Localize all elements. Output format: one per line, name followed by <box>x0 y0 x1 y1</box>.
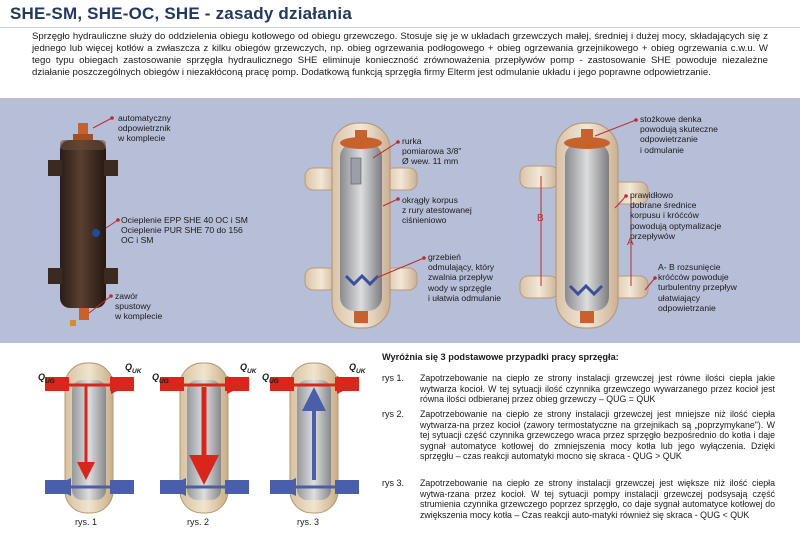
dimension-b-label: B <box>537 213 544 224</box>
dimension-a-label: A <box>627 237 634 248</box>
label-drain-valve: zawór spustowy w komplecie <box>115 291 163 322</box>
cutaway-coupler-image <box>305 123 417 328</box>
label-conical-bottoms: stożkowe denka powodują skuteczne odpowietrzanie i odmulanie <box>640 114 718 155</box>
insulation-shell <box>60 140 106 308</box>
figure-caption-2: rys. 2 <box>187 517 210 527</box>
intro-paragraph: Sprzęgło hydrauliczne służy do oddzielenia obiegu kotłowego od obiegu grzewczego. Stosuje się je w układach grzewczych małej, średniej i dużej mocy, składających się z jednego lub więcej kotłów a zwłaszcza z kilku obiegów grzewczych, np. obieg ogrzewania podłogowego + obieg ogrzewania grzejnikowego + obieg ogrzewania c.w.u. W tego typu obiegach zastosowanie sprzęgła hydraulicznego SHE eliminuje konieczność zrównoważenia przepływów pomp - zastosowanie SHE powoduje niezależne działanie poszczególnych obiegów i niezakłóconą pracę pomp. Dodatkową funkcją sprzęgła firmy Elterm jest odmulanie układu i jego poprawne odpowietrzanie. <box>32 31 768 79</box>
q-ug-label-2: $Q_{UG}$ <box>152 372 169 385</box>
label-proper-diameter: prawidłowo dobrane średnice korpusu i króćców powodują optymalizacje przepływów <box>630 190 722 241</box>
label-ab-spacing: A- B rozsunięcie króćców powoduje turbulentny przepływ ułatwiający odpowietrzanie <box>658 262 737 313</box>
case-number-2: rys 2. <box>382 409 405 419</box>
case-text-1: Zapotrzebowanie na ciepło ze strony instalacji grzewczej jest równe ilości ciepła jakie wytwarza kocioł. W tej sytuacji ilość czynnika grzewczego wywarzanego przez kocioł jest równa ilości odbieranej przez obieg grzewczy – QUG = QUK <box>420 373 775 404</box>
page-title: SHE-SM, SHE-OC, SHE - zasady działania <box>10 4 353 23</box>
technical-diagram-panel <box>0 98 800 343</box>
figure-rys-2 <box>160 363 249 513</box>
label-sludge-comb: grzebień odmulający, który zwalnia przepływ wody w sprzęgle i ułatwia odmulanie <box>428 252 502 303</box>
measuring-tube <box>351 158 361 184</box>
figure-rys-3 <box>270 363 359 513</box>
flow-figures <box>0 345 370 525</box>
q-uk-label-2: $Q_{UK}$ <box>240 362 257 375</box>
brand-badge <box>92 229 100 237</box>
label-insulation: Ocieplenie EPP SHE 40 OC i SM Ocieplenie PUR SHE 70 do 156 OC i SM <box>121 215 248 246</box>
label-automatic-vent: automatyczny odpowietrznik w komplecie <box>118 113 172 144</box>
figure-caption-3: rys. 3 <box>297 517 320 527</box>
case-text-3: Zapotrzebowanie na ciepło ze strony instalacji grzewczej jest większe niż ilość ciepła wytwa-rzana przez kocioł. W tej sytuacji pompy instalacji grzewczej podsysają część strumienia czynnika grzewczego poprzez sprzęgło, co daje sygnał automatyce kotłowej do zwiększenia mocy kotła – Czas reakcji auto-matyki również się skraca - QUG < QUK <box>420 478 775 520</box>
q-ug-label-1: $Q_{UG}$ <box>38 372 55 385</box>
figure-caption-1: rys. 1 <box>75 517 98 527</box>
insulated-coupler-image <box>48 123 118 326</box>
label-round-body: okrągły korpus z rury atestowanej ciśnieniowo <box>402 195 472 226</box>
case-text-2: Zapotrzebowanie na ciepło ze strony instalacji grzewczej jest mniejsze niż ilość ciepła wytwarza-na przez kocioł (zawory termostatyczne na grzejnikach są „poprzymykane"). W tej sytuacji część czynnika grzewczego wraca przez sprzęgło bezpośrednio do kotła i daje sygnał automatyce kotłowej do zmniejszenia mocy kotła lub jego wyłączenia. Dzięki sprzęgłu – czas reakcji automatyki mocno się skraca - QUG > QUK <box>420 409 775 461</box>
dimensioned-coupler-image <box>520 123 648 328</box>
label-measuring-tube: rurka pomiarowa 3/8" Ø wew. 11 mm <box>402 136 462 167</box>
q-uk-label-1: $Q_{UK}$ <box>125 362 142 375</box>
figure-rys-1 <box>45 363 134 513</box>
q-uk-label-3: $Q_{UK}$ <box>349 362 366 375</box>
q-ug-label-3: $Q_{UG}$ <box>262 372 279 385</box>
case-number-3: rys 3. <box>382 478 405 488</box>
title-divider <box>0 27 800 28</box>
case-number-1: rys 1. <box>382 373 405 383</box>
drain-valve-body <box>79 308 89 320</box>
cases-header: Wyróżnia się 3 podstawowe przypadki pracy sprzęgła: <box>382 352 619 362</box>
